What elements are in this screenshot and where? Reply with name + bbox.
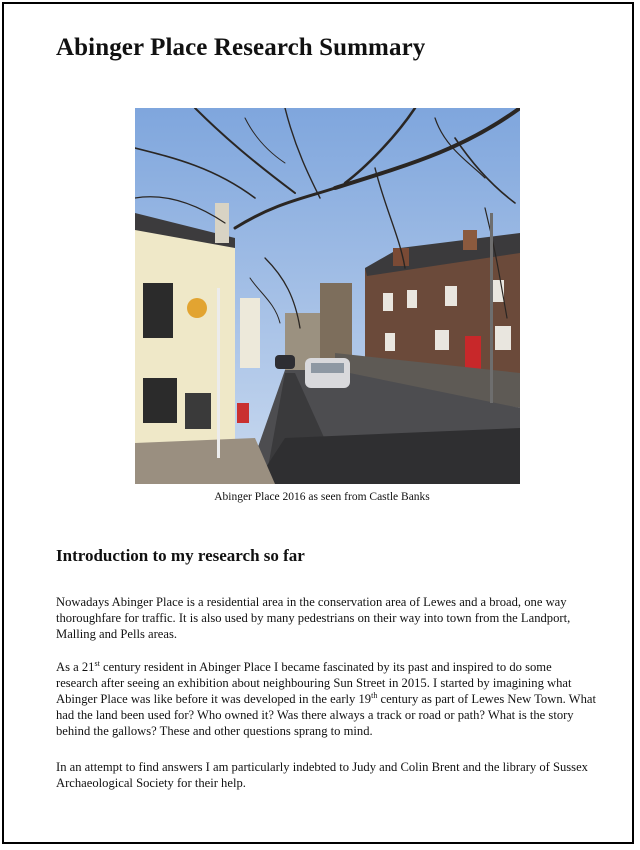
paragraph-acknowledgements: In an attempt to find answers I am particularly indebted to Judy and Colin Brent and the library of Sussex Archaeological Society for their help.	[56, 760, 588, 790]
paragraph-text: century as part of Lewes New Town. What had the land been used for? Who owned it? Was there always a track or road or path? What is the story behind the gallows? These and other questions sprang to mind.	[56, 692, 596, 738]
paragraph-text: century resident in Abinger Place I became fascinated by its past and inspired to do some research after seeing an exhibition about neighbouring Sun Street in 2015. I started by imagining what Abinger Place was like before it was developed in the early 19	[56, 660, 572, 706]
section-heading: Introduction to my research so far	[56, 546, 305, 565]
paragraph-intro: Nowadays Abinger Place is a residential area in the conservation area of Lewes and a broad, one way thoroughfare for traffic. It is also used by many pedestrians on their way into town from the Landport, Malling and Pells areas.	[56, 595, 571, 641]
photo-caption: Abinger Place 2016 as seen from Castle Banks	[214, 491, 430, 503]
document-title: Abinger Place Research Summary	[56, 34, 426, 61]
street-photo	[135, 108, 520, 484]
superscript: st	[94, 658, 100, 668]
document-page	[2, 2, 634, 844]
paragraph-background	[56, 659, 596, 739]
paragraph-text: As a 21	[56, 660, 95, 674]
superscript: th	[371, 690, 378, 700]
